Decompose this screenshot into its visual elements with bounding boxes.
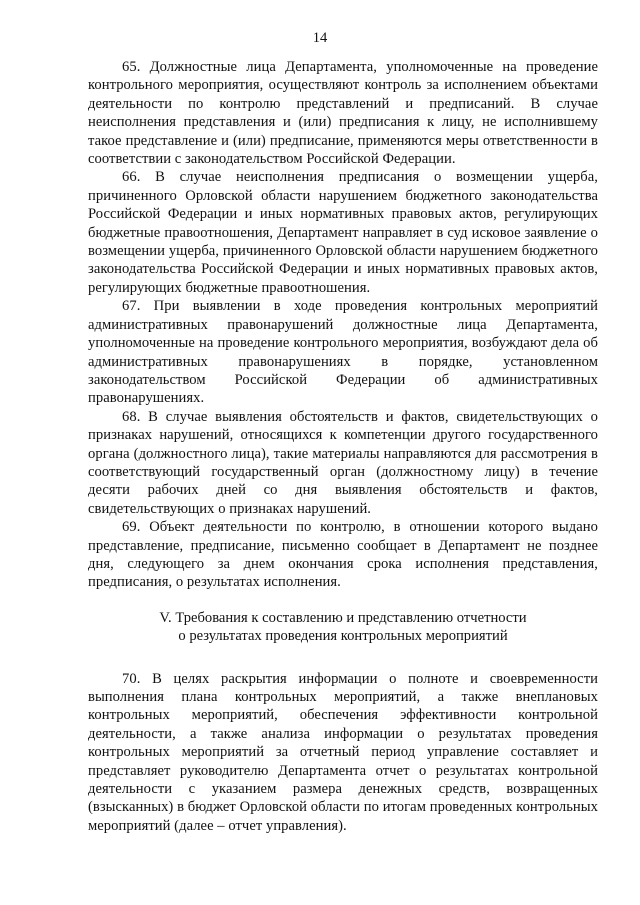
paragraph-65: 65. Должностные лица Департамента, уполномоченные на проведение контрольного мероприятия, осуществляют контроль за исполнением объектами деятельности по контролю представлений и предписаний. В случае неисполнения представления и (или) предписания к лицу, не исполнившему такое представление и (или) предписание, применяются меры ответственности в соответствии с законодательством Российской Федерации. (88, 59, 598, 168)
page-number: 14 (312, 30, 328, 46)
section-heading-line-2: о результатах проведения контрольных мероприятий (178, 628, 508, 645)
section-heading-line-1: V. Требования к составлению и представлению отчетности (159, 609, 527, 626)
paragraph-68: 68. В случае выявления обстоятельств и фактов, свидетельствующих о признаках нарушений, относящихся к компетенции другого государственного органа (должностного лица), такие материалы направляются для рассмотрения в соответствующий государственный орган (должностному лицу) в течение десяти рабочих дней со дня выявления обстоятельств и фактов, свидетельствующих о признаках нарушений. (88, 408, 598, 517)
paragraph-69: 69. Объект деятельности по контролю, в отношении которого выдано представление, предписание, письменно сообщает в Департамент не позднее дня, следующего за днем окончания срока исполнения представления, предписания, о результатах исполнения. (88, 519, 598, 591)
document-body (88, 58, 598, 835)
paragraph-66: 66. В случае неисполнения предписания о возмещении ущерба, причиненного Орловской области нарушением бюджетного законодательства Российской Федерации и иных нормативных правовых актов, регулирующих бюджетные правоотношения, Департамент направляет в суд исковое заявление о возмещении ущерба, причиненного Орловской области нарушением бюджетного законодательства Российской Федерации и иных нормативных правовых актов, регулирующих бюджетные правоотношения. (88, 169, 598, 296)
paragraph-67: 67. При выявлении в ходе проведения контрольных мероприятий административных правонарушений должностные лица Департамента, уполномоченные на проведение контрольного мероприятия, возбуждают дела об административных правонарушениях в порядке, установленном законодательством Российской Федерации об административных правонарушениях. (88, 298, 598, 407)
section-heading (88, 609, 598, 646)
paragraph-70: 70. В целях раскрытия информации о полноте и своевременности выполнения плана контрольных мероприятий, а также внеплановых контрольных мероприятий, обеспечения эффективности контрольной деятельности, а также анализа информации о результатах проведения контрольных мероприятий за отчетный период управление составляет и представляет руководителю Департамента отчет о результатах контрольной деятельности с указанием размера денежных средств, возвращенных (взысканных) в бюджет Орловской области по итогам проведенных контрольных мероприятий (далее – отчет управления). (88, 670, 598, 834)
